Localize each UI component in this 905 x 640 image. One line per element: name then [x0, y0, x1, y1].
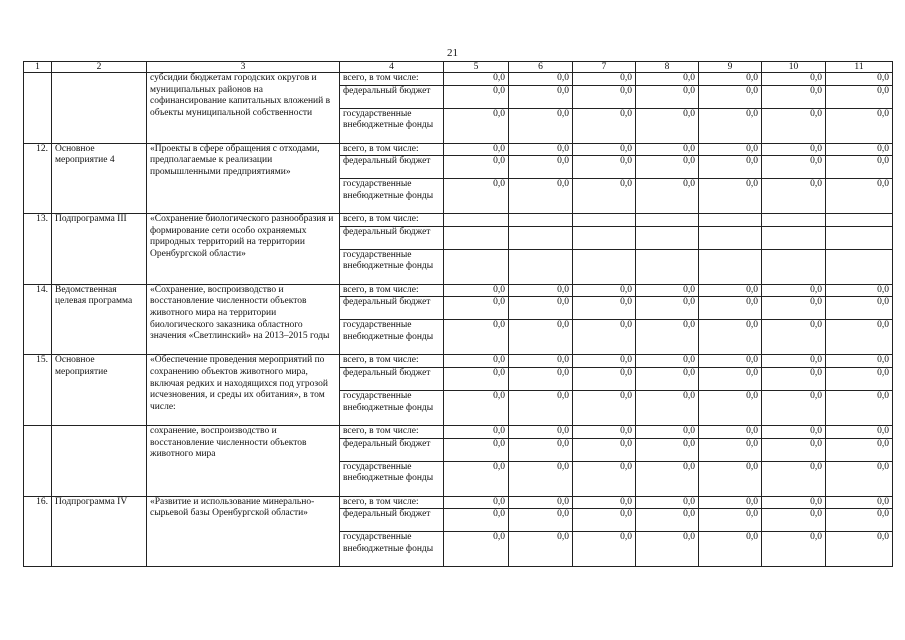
- amount-cell: 0,0: [573, 496, 636, 509]
- row-name: Ведомственная целевая программа: [52, 284, 147, 355]
- amount-cell: 0,0: [509, 509, 573, 532]
- table-row: [24, 73, 893, 86]
- amount-cell: 0,0: [826, 156, 893, 179]
- funding-source-label: всего, в том числе:: [340, 214, 444, 227]
- funding-source-label: государственные внебюджетные фонды: [340, 461, 444, 496]
- funding-source-label: всего, в том числе:: [340, 355, 444, 368]
- row-name: [52, 73, 147, 144]
- amount-cell: 0,0: [762, 297, 826, 320]
- row-name: Основное мероприятие: [52, 355, 147, 426]
- amount-cell: 0,0: [636, 532, 699, 567]
- amount-cell: 0,0: [699, 156, 762, 179]
- amount-cell: 0,0: [573, 390, 636, 425]
- amount-cell: 0,0: [826, 532, 893, 567]
- row-number: 13.: [24, 214, 52, 285]
- amount-cell: 0,0: [762, 73, 826, 86]
- row-description: субсидии бюджетам городских округов и муниципальных районов на софинансирование капитальных вложений в объекты муниципальной собственности: [147, 73, 340, 144]
- amount-cell: 0,0: [509, 425, 573, 438]
- amount-cell: 0,0: [573, 179, 636, 214]
- amount-cell: 0,0: [444, 425, 509, 438]
- amount-cell: 0,0: [826, 509, 893, 532]
- amount-cell: 0,0: [509, 297, 573, 320]
- amount-cell: 0,0: [762, 179, 826, 214]
- amount-cell: 0,0: [826, 108, 893, 143]
- amount-cell: [636, 226, 699, 249]
- amount-cell: 0,0: [509, 438, 573, 461]
- amount-cell: [762, 249, 826, 284]
- amount-cell: 0,0: [636, 156, 699, 179]
- amount-cell: 0,0: [826, 284, 893, 297]
- amount-cell: [699, 249, 762, 284]
- amount-cell: 0,0: [699, 509, 762, 532]
- amount-cell: 0,0: [444, 461, 509, 496]
- page-number: 21: [447, 47, 458, 59]
- amount-cell: 0,0: [444, 355, 509, 368]
- budget-table: [23, 61, 893, 567]
- amount-cell: [573, 226, 636, 249]
- table-row: [24, 214, 893, 227]
- amount-cell: [826, 214, 893, 227]
- amount-cell: 0,0: [573, 532, 636, 567]
- amount-cell: 0,0: [762, 367, 826, 390]
- amount-cell: 0,0: [826, 390, 893, 425]
- amount-cell: 0,0: [636, 438, 699, 461]
- amount-cell: 0,0: [444, 284, 509, 297]
- amount-cell: 0,0: [699, 143, 762, 156]
- amount-cell: 0,0: [762, 425, 826, 438]
- row-number: 12.: [24, 143, 52, 214]
- row-description: «Сохранение биологического разнообразия и формирование сети особо охраняемых природных территорий на территории Оренбургской области»: [147, 214, 340, 285]
- amount-cell: 0,0: [444, 390, 509, 425]
- amount-cell: 0,0: [762, 284, 826, 297]
- amount-cell: [444, 214, 509, 227]
- table-row: [24, 496, 893, 509]
- amount-cell: 0,0: [636, 355, 699, 368]
- column-header: 2: [52, 62, 147, 73]
- column-header: 11: [826, 62, 893, 73]
- amount-cell: 0,0: [826, 143, 893, 156]
- funding-source-label: государственные внебюджетные фонды: [340, 249, 444, 284]
- amount-cell: 0,0: [573, 85, 636, 108]
- amount-cell: 0,0: [573, 355, 636, 368]
- amount-cell: 0,0: [444, 320, 509, 355]
- amount-cell: 0,0: [444, 438, 509, 461]
- amount-cell: 0,0: [762, 461, 826, 496]
- row-number: [24, 425, 52, 496]
- amount-cell: 0,0: [509, 390, 573, 425]
- amount-cell: 0,0: [762, 509, 826, 532]
- amount-cell: [826, 226, 893, 249]
- amount-cell: 0,0: [826, 320, 893, 355]
- table-row: [24, 425, 893, 438]
- amount-cell: 0,0: [444, 496, 509, 509]
- amount-cell: 0,0: [509, 156, 573, 179]
- funding-source-label: государственные внебюджетные фонды: [340, 532, 444, 567]
- amount-cell: [509, 249, 573, 284]
- funding-source-label: федеральный бюджет: [340, 85, 444, 108]
- amount-cell: 0,0: [509, 108, 573, 143]
- amount-cell: 0,0: [762, 85, 826, 108]
- amount-cell: 0,0: [573, 461, 636, 496]
- row-number: [24, 73, 52, 144]
- funding-source-label: государственные внебюджетные фонды: [340, 390, 444, 425]
- amount-cell: 0,0: [573, 509, 636, 532]
- amount-cell: 0,0: [509, 143, 573, 156]
- amount-cell: 0,0: [762, 438, 826, 461]
- amount-cell: 0,0: [762, 355, 826, 368]
- amount-cell: 0,0: [699, 367, 762, 390]
- column-header: 7: [573, 62, 636, 73]
- funding-source-label: всего, в том числе:: [340, 284, 444, 297]
- amount-cell: 0,0: [444, 156, 509, 179]
- amount-cell: 0,0: [573, 320, 636, 355]
- amount-cell: 0,0: [826, 85, 893, 108]
- funding-source-label: всего, в том числе:: [340, 143, 444, 156]
- amount-cell: [762, 214, 826, 227]
- amount-cell: 0,0: [699, 355, 762, 368]
- amount-cell: 0,0: [699, 496, 762, 509]
- amount-cell: 0,0: [444, 73, 509, 86]
- amount-cell: 0,0: [444, 532, 509, 567]
- amount-cell: 0,0: [509, 179, 573, 214]
- amount-cell: 0,0: [762, 143, 826, 156]
- amount-cell: [699, 214, 762, 227]
- amount-cell: [509, 214, 573, 227]
- row-name: [52, 425, 147, 496]
- amount-cell: 0,0: [573, 367, 636, 390]
- amount-cell: 0,0: [762, 108, 826, 143]
- amount-cell: 0,0: [509, 320, 573, 355]
- amount-cell: 0,0: [573, 143, 636, 156]
- amount-cell: 0,0: [699, 85, 762, 108]
- amount-cell: 0,0: [699, 179, 762, 214]
- amount-cell: 0,0: [699, 532, 762, 567]
- amount-cell: 0,0: [636, 73, 699, 86]
- funding-source-label: всего, в том числе:: [340, 496, 444, 509]
- table-row: [24, 355, 893, 368]
- amount-cell: 0,0: [826, 297, 893, 320]
- amount-cell: 0,0: [509, 496, 573, 509]
- column-header-row: [24, 62, 893, 73]
- amount-cell: 0,0: [826, 355, 893, 368]
- funding-source-label: федеральный бюджет: [340, 156, 444, 179]
- amount-cell: [509, 226, 573, 249]
- amount-cell: 0,0: [444, 297, 509, 320]
- amount-cell: 0,0: [636, 390, 699, 425]
- amount-cell: 0,0: [762, 390, 826, 425]
- amount-cell: 0,0: [509, 355, 573, 368]
- amount-cell: 0,0: [699, 438, 762, 461]
- funding-source-label: федеральный бюджет: [340, 297, 444, 320]
- amount-cell: 0,0: [444, 509, 509, 532]
- amount-cell: 0,0: [699, 297, 762, 320]
- amount-cell: 0,0: [762, 532, 826, 567]
- amount-cell: 0,0: [762, 156, 826, 179]
- funding-source-label: всего, в том числе:: [340, 73, 444, 86]
- amount-cell: [573, 214, 636, 227]
- amount-cell: 0,0: [509, 532, 573, 567]
- column-header: 8: [636, 62, 699, 73]
- amount-cell: 0,0: [573, 284, 636, 297]
- amount-cell: 0,0: [444, 367, 509, 390]
- funding-source-label: федеральный бюджет: [340, 367, 444, 390]
- amount-cell: 0,0: [826, 73, 893, 86]
- amount-cell: 0,0: [444, 143, 509, 156]
- funding-source-label: федеральный бюджет: [340, 509, 444, 532]
- amount-cell: 0,0: [509, 284, 573, 297]
- row-number: 15.: [24, 355, 52, 426]
- amount-cell: 0,0: [826, 461, 893, 496]
- row-name: Подпрограмма IV: [52, 496, 147, 567]
- amount-cell: 0,0: [636, 85, 699, 108]
- column-header: 1: [24, 62, 52, 73]
- amount-cell: [699, 226, 762, 249]
- amount-cell: 0,0: [573, 297, 636, 320]
- column-header: 5: [444, 62, 509, 73]
- row-description: сохранение, воспроизводство и восстановление численности объектов животного мира: [147, 425, 340, 496]
- column-header: 4: [340, 62, 444, 73]
- funding-source-label: федеральный бюджет: [340, 438, 444, 461]
- amount-cell: 0,0: [762, 320, 826, 355]
- amount-cell: 0,0: [762, 496, 826, 509]
- funding-source-label: федеральный бюджет: [340, 226, 444, 249]
- amount-cell: [636, 214, 699, 227]
- amount-cell: 0,0: [444, 85, 509, 108]
- amount-cell: 0,0: [826, 496, 893, 509]
- amount-cell: [826, 249, 893, 284]
- amount-cell: 0,0: [509, 367, 573, 390]
- amount-cell: 0,0: [573, 425, 636, 438]
- amount-cell: 0,0: [699, 425, 762, 438]
- amount-cell: 0,0: [444, 179, 509, 214]
- amount-cell: 0,0: [509, 461, 573, 496]
- amount-cell: 0,0: [636, 509, 699, 532]
- column-header: 6: [509, 62, 573, 73]
- amount-cell: 0,0: [509, 73, 573, 86]
- amount-cell: 0,0: [699, 73, 762, 86]
- amount-cell: 0,0: [699, 461, 762, 496]
- amount-cell: [636, 249, 699, 284]
- amount-cell: 0,0: [636, 284, 699, 297]
- amount-cell: 0,0: [826, 438, 893, 461]
- amount-cell: 0,0: [826, 367, 893, 390]
- amount-cell: 0,0: [636, 143, 699, 156]
- amount-cell: 0,0: [636, 461, 699, 496]
- table-row: [24, 143, 893, 156]
- amount-cell: 0,0: [699, 390, 762, 425]
- row-description: «Развитие и использование минерально-сырьевой базы Оренбургской области»: [147, 496, 340, 567]
- amount-cell: 0,0: [573, 108, 636, 143]
- funding-source-label: государственные внебюджетные фонды: [340, 179, 444, 214]
- amount-cell: 0,0: [636, 496, 699, 509]
- funding-source-label: государственные внебюджетные фонды: [340, 320, 444, 355]
- column-header: 3: [147, 62, 340, 73]
- amount-cell: 0,0: [444, 108, 509, 143]
- amount-cell: 0,0: [636, 179, 699, 214]
- amount-cell: 0,0: [509, 85, 573, 108]
- amount-cell: 0,0: [636, 297, 699, 320]
- funding-source-label: всего, в том числе:: [340, 425, 444, 438]
- row-name: Подпрограмма III: [52, 214, 147, 285]
- amount-cell: 0,0: [636, 320, 699, 355]
- amount-cell: 0,0: [699, 284, 762, 297]
- row-name: Основное мероприятие 4: [52, 143, 147, 214]
- amount-cell: 0,0: [826, 425, 893, 438]
- row-description: «Обеспечение проведения мероприятий по сохранению объектов животного мира, включая редких и находящихся под угрозой исчезновения, и среды их обитания», в том числе:: [147, 355, 340, 426]
- table-row: [24, 284, 893, 297]
- row-number: 16.: [24, 496, 52, 567]
- column-header: 10: [762, 62, 826, 73]
- amount-cell: 0,0: [636, 108, 699, 143]
- amount-cell: [444, 226, 509, 249]
- amount-cell: 0,0: [573, 156, 636, 179]
- amount-cell: [573, 249, 636, 284]
- amount-cell: 0,0: [826, 179, 893, 214]
- row-description: «Проекты в сфере обращения с отходами, предполагаемые к реализации промышленными предприятиями»: [147, 143, 340, 214]
- amount-cell: 0,0: [573, 438, 636, 461]
- amount-cell: 0,0: [699, 320, 762, 355]
- table-body: [24, 73, 893, 567]
- amount-cell: 0,0: [573, 73, 636, 86]
- row-description: «Сохранение, воспроизводство и восстановление численности объектов животного мира на территории биологического заказника областного значения «Светлинский» на 2013–2015 годы: [147, 284, 340, 355]
- amount-cell: 0,0: [636, 425, 699, 438]
- amount-cell: 0,0: [636, 367, 699, 390]
- amount-cell: [762, 226, 826, 249]
- funding-source-label: государственные внебюджетные фонды: [340, 108, 444, 143]
- row-number: 14.: [24, 284, 52, 355]
- amount-cell: [444, 249, 509, 284]
- amount-cell: 0,0: [699, 108, 762, 143]
- column-header: 9: [699, 62, 762, 73]
